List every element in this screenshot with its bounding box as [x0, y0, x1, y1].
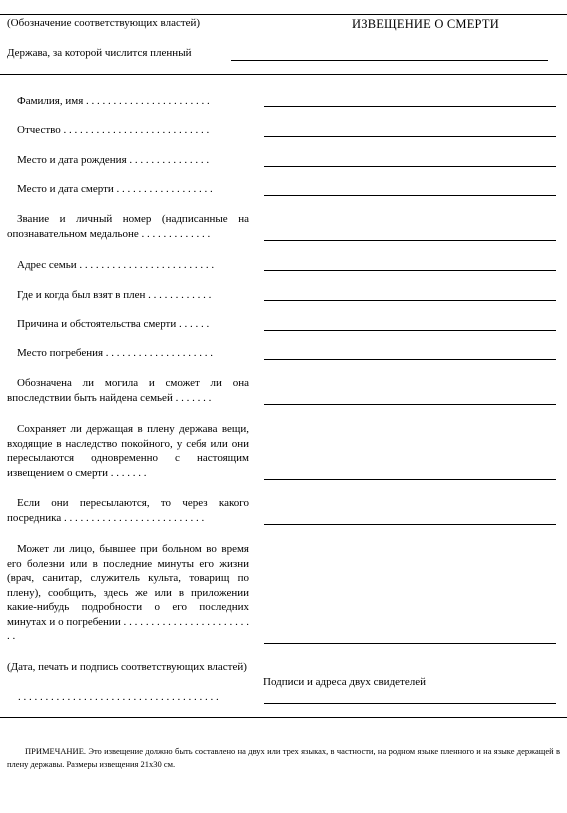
field-line-effects[interactable] [264, 479, 556, 480]
field-line-birth[interactable] [264, 166, 556, 167]
power-label: Держава, за которой числится пленный [7, 47, 192, 59]
date-seal-label: (Дата, печать и подпись соответствующих властей) [7, 661, 247, 673]
footnote: ПРИМЕЧАНИЕ. Это извещение должно быть составлено на двух или трех языках, в частности, на родном языке пленного и на языке держащей в плену державы. Размеры извещения 21x30 см. [7, 746, 560, 769]
field-label-patronymic: Отчество . . . . . . . . . . . . . . . . . . . . . . . . . . . [17, 124, 210, 136]
field-label-family-address: Адрес семьи . . . . . . . . . . . . . . . . . . . . . . . . . [17, 259, 215, 271]
field-line-burial-place[interactable] [264, 359, 556, 360]
field-line-rank-number[interactable] [264, 240, 556, 241]
document-title: ИЗВЕЩЕНИЕ О СМЕРТИ [352, 17, 499, 31]
field-label-captured: Где и когда был взят в плен . . . . . . . . . . . . [17, 289, 212, 301]
field-line-death[interactable] [264, 195, 556, 196]
footer-rule [0, 717, 567, 718]
field-line-cause[interactable] [264, 330, 556, 331]
authority-note: (Обозначение соответствующих властей) [7, 17, 201, 29]
top-rule [0, 14, 567, 15]
field-label-rank-number: Звание и личный номер (надписанные на опознавательном медальоне . . . . . . . . . . . . . [7, 213, 249, 240]
field-line-captured[interactable] [264, 300, 556, 301]
field-line-family-address[interactable] [264, 270, 556, 271]
date-seal-dots: . . . . . . . . . . . . . . . . . . . . . . . . . . . . . . . . . . . . . [18, 691, 219, 703]
header-rule [0, 74, 567, 75]
field-line-name[interactable] [264, 106, 556, 107]
power-line[interactable] [231, 60, 548, 61]
field-label-cause: Причина и обстоятельства смерти . . . . . . [17, 318, 210, 330]
field-label-grave-marked: Обозначена ли могила и сможет ли она впоследствии быть найдена семьей . . . . . . . [7, 377, 249, 404]
field-label-intermediary: Если они пересылаются, то через какого посредника . . . . . . . . . . . . . . . . . . . . . . . . . . [7, 497, 249, 524]
field-line-grave-marked[interactable] [264, 404, 556, 405]
field-label-burial-place: Место погребения . . . . . . . . . . . . . . . . . . . . [17, 347, 214, 359]
field-line-last-minutes[interactable] [264, 643, 556, 644]
witnesses-line[interactable] [264, 703, 556, 704]
field-label-effects: Сохраняет ли держащая в плену держава вещи, входящие в наследство покойного, у себя или они пересылаются одновременно с настоящим извещением о смерти . . . . . . . [7, 423, 249, 479]
witnesses-label: Подписи и адреса двух свидетелей [263, 676, 426, 688]
field-label-birth: Место и дата рождения . . . . . . . . . . . . . . . [17, 154, 210, 166]
field-label-last-minutes: Может ли лицо, бывшее при больном во время его болезни или в последние минуты его жизни (врач, санитар, служитель культа, товарищ по плену), сообщить, здесь же или в приложении какие-нибудь подробности о его последних минутах и о погребении . . . . . . . . . . . . . . . . . . . . . . . . . [7, 543, 249, 642]
field-label-name: Фамилия, имя . . . . . . . . . . . . . . . . . . . . . . . [17, 95, 210, 107]
field-label-death: Место и дата смерти . . . . . . . . . . . . . . . . . . [17, 183, 213, 195]
field-line-intermediary[interactable] [264, 524, 556, 525]
field-line-patronymic[interactable] [264, 136, 556, 137]
